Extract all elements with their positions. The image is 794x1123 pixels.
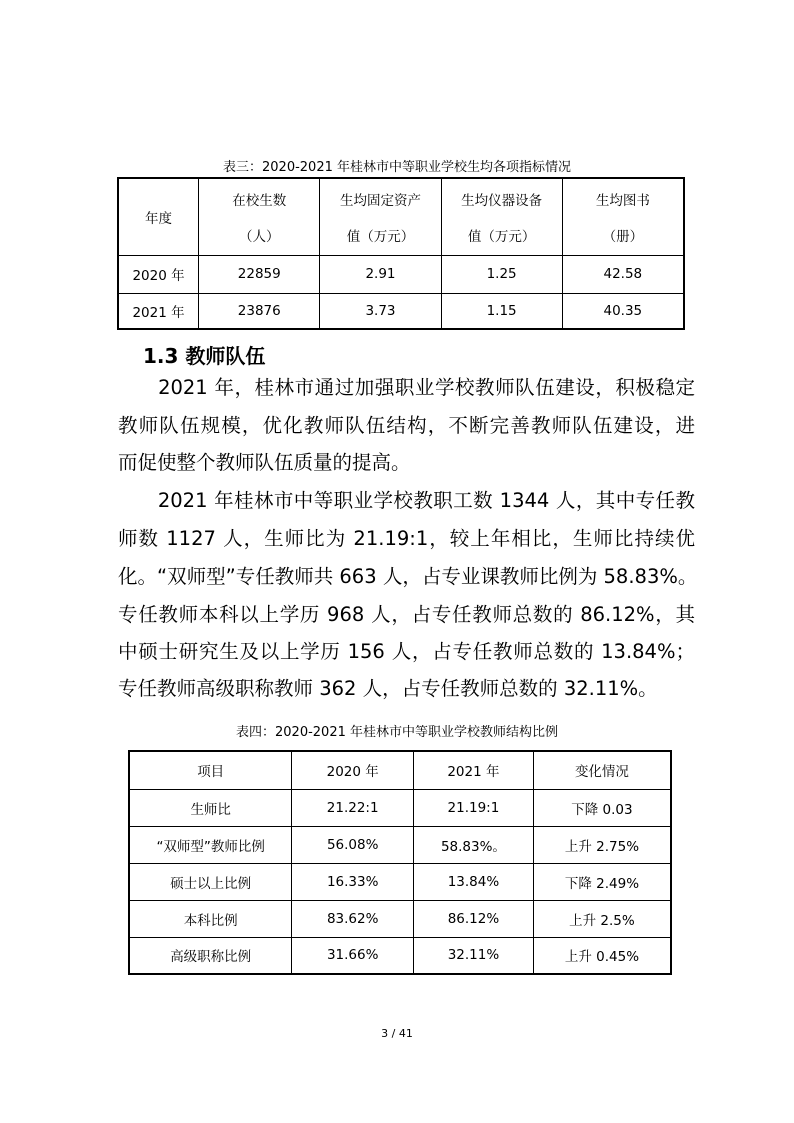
cell: 下降 0.03 [533, 789, 671, 826]
cell: 1.15 [441, 293, 562, 329]
header-cell [441, 178, 562, 255]
cell: 上升 2.75% [533, 826, 671, 863]
header-line: （册） [602, 228, 644, 245]
header-line: 生均仪器设备 [461, 192, 543, 209]
header-cell: 2020 年 [292, 751, 414, 789]
section-heading: 1.3 教师队伍 [143, 344, 266, 368]
header-cell [562, 178, 684, 255]
header-cell [199, 178, 320, 255]
table-row [129, 900, 671, 937]
header-line: 生均固定资产 [339, 192, 421, 209]
header-cell [320, 178, 441, 255]
table3 [117, 177, 685, 330]
table-row [118, 255, 684, 293]
cell: 86.12% [413, 900, 533, 937]
cell: 42.58 [562, 255, 684, 293]
cell: 上升 0.45% [533, 937, 671, 974]
cell: 13.84% [413, 863, 533, 900]
table3-caption: 表三：2020-2021 年桂林市中等职业学校生均各项指标情况 [223, 160, 571, 175]
paragraph-line: 专任教师高级职称教师 362 人，占专任教师总数的 32.11%。 [118, 677, 658, 700]
cell: 1.25 [441, 255, 562, 293]
cell: 21.19:1 [413, 789, 533, 826]
cell: 本科比例 [129, 900, 292, 937]
header-line: 值（万元） [467, 228, 536, 245]
table4 [128, 750, 672, 975]
cell: 31.66% [292, 937, 414, 974]
cell: 23876 [199, 293, 320, 329]
table-row [129, 863, 671, 900]
header-cell: 2021 年 [413, 751, 533, 789]
cell: 40.35 [562, 293, 684, 329]
cell: 21.22:1 [292, 789, 414, 826]
paragraph-line: 中硕士研究生及以上学历 156 人，占专任教师总数的 13.84%； [118, 640, 695, 663]
cell: 下降 2.49% [533, 863, 671, 900]
header-line: （人） [239, 228, 280, 245]
page-number: 3 / 41 [381, 1027, 413, 1040]
header-cell: 项目 [129, 751, 292, 789]
cell: 16.33% [292, 863, 414, 900]
cell: 3.73 [320, 293, 441, 329]
paragraph-line: 2021 年，桂林市通过加强职业学校教师队伍建设，积极稳定 [118, 376, 695, 399]
paragraph-line: 师数 1127 人，生师比为 21.19:1，较上年相比，生师比持续优 [118, 527, 695, 550]
table3-header-row [118, 178, 684, 255]
table-row [129, 937, 671, 974]
header-line: 生均图书 [595, 192, 650, 209]
cell: 2021 年 [118, 293, 199, 329]
paragraph-line: 教师队伍规模，优化教师队伍结构，不断完善教师队伍建设，进 [118, 414, 695, 437]
cell: 22859 [199, 255, 320, 293]
cell: 56.08% [292, 826, 414, 863]
cell: 32.11% [413, 937, 533, 974]
cell: 上升 2.5% [533, 900, 671, 937]
cell: 58.83%。 [413, 826, 533, 863]
cell: 生师比 [129, 789, 292, 826]
cell: “双师型”教师比例 [129, 826, 292, 863]
table-row [129, 826, 671, 863]
table4-header-row [129, 751, 671, 789]
table-row [129, 789, 671, 826]
header-line: 值（万元） [346, 228, 415, 245]
cell: 2020 年 [118, 255, 199, 293]
paragraph-line: 而促使整个教师队伍质量的提高。 [118, 451, 411, 474]
cell: 高级职称比例 [129, 937, 292, 974]
table4-caption: 表四：2020-2021 年桂林市中等职业学校教师结构比例 [236, 725, 558, 740]
cell: 2.91 [320, 255, 441, 293]
table-row [118, 293, 684, 329]
header-cell: 年度 [118, 178, 199, 255]
cell: 硕士以上比例 [129, 863, 292, 900]
paragraph-line: 化。“双师型”专任教师共 663 人，占专业课教师比例为 58.83%。 [118, 565, 698, 588]
paragraph-line: 2021 年桂林市中等职业学校教职工数 1344 人，其中专任教 [118, 489, 695, 512]
paragraph-line: 专任教师本科以上学历 968 人，占专任教师总数的 86.12%，其 [118, 603, 695, 626]
header-line: 在校生数 [232, 192, 287, 209]
cell: 83.62% [292, 900, 414, 937]
header-cell: 变化情况 [533, 751, 671, 789]
